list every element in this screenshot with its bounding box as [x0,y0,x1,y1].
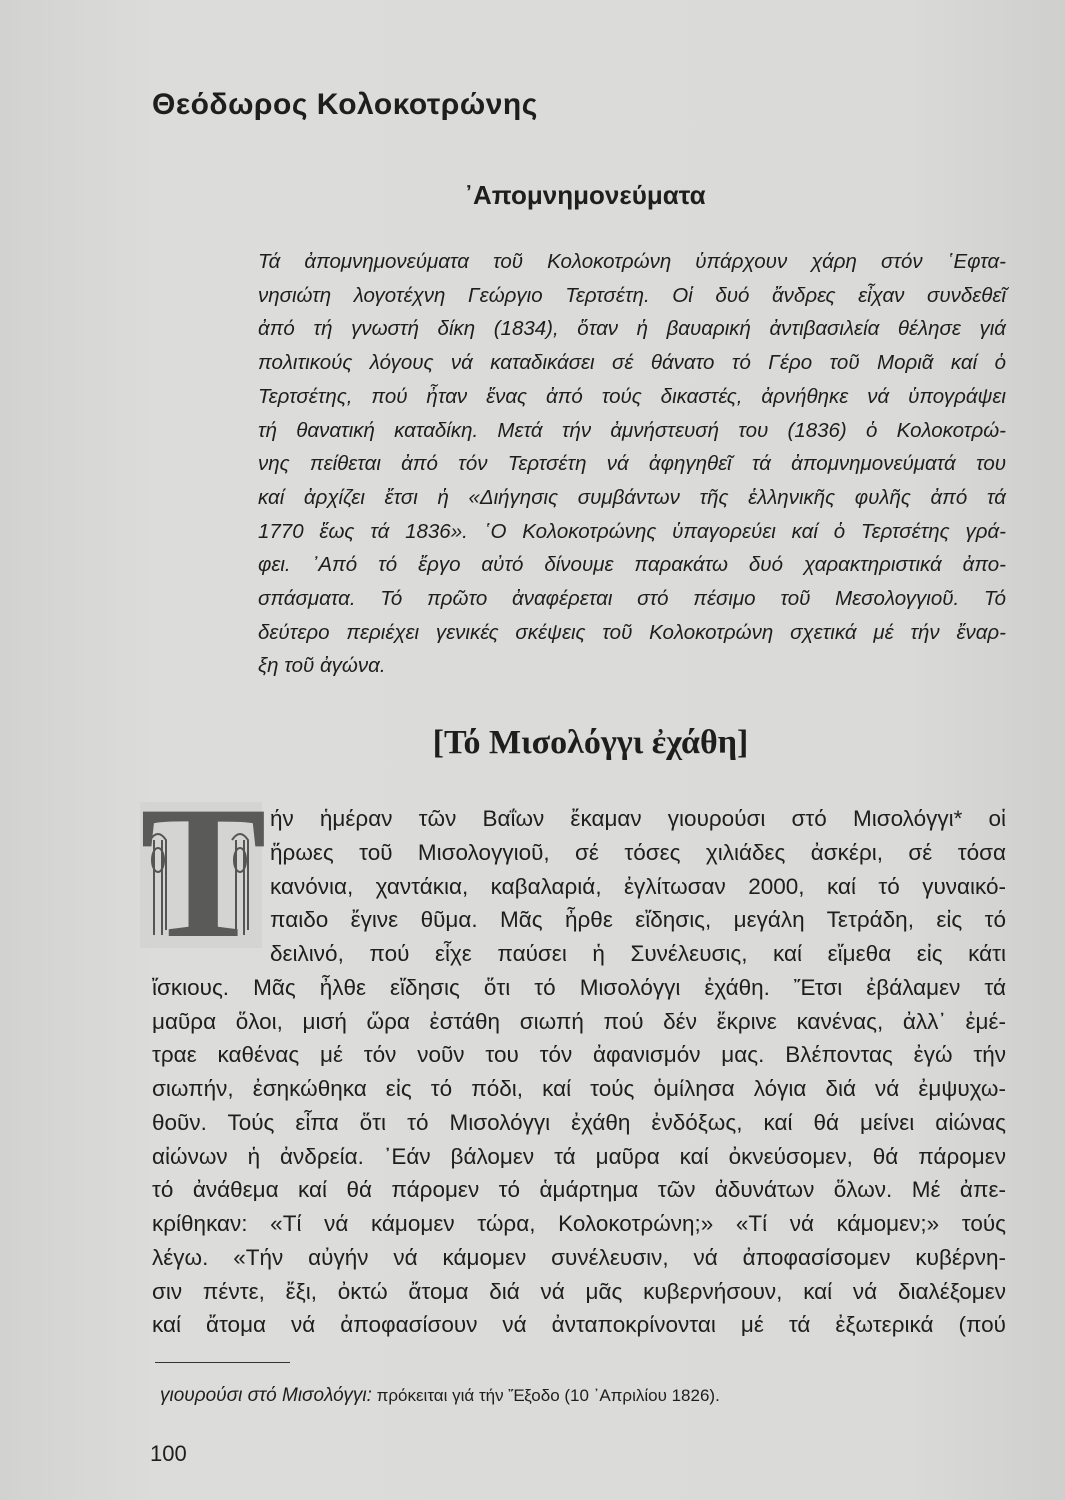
footnote-term: γιουρούσι στό Μισολόγγι: [160,1385,372,1406]
body-line: θοῦν. Τούς εἶπα ὅτι τό Μισολόγγι ἐχάθη ἐνδόξως, καί θά μείνει αἰώνας [152,1109,1006,1135]
intro-line: νησιώτη λογοτέχνη Γεώργιο Τερτσέτη. Οἱ δυό ἄνδρες εἶχαν συνδεθεῖ [258,283,1006,307]
footnote [160,1385,720,1407]
intro-line: φει. ᾿Από τό ἔργο αὐτό δίνουμε παρακάτω δυό χαρακτηριστικά ἀπο- [258,553,1006,577]
body-line: μαῦρα ὅλοι, μισή ὥρα ἐστάθη σιωπή πού δέν ἔκρινε κανένας, ἀλλ᾿ ἐμέ- [152,1008,1006,1034]
author-heading: Θεόδωρος Κολοκοτρώνης [152,88,538,121]
body-line: τραε καθένας μέ τόν νοῦν του τόν ἀφανισμόν μας. Βλέποντας ἐγώ τήν [152,1042,1006,1068]
body-line: λέγω. «Τήν αὐγήν νά κάμομεν συνέλευσιν, νά ἀποφασίσομεν κυβέρνη- [152,1244,1006,1270]
intro-line: νης πείθεται ἀπό τόν Τερτσέτη νά ἀφηγηθεῖ τά ἀπομνημονεύματά του [258,452,1006,476]
footnote-text: πρόκειται γιά τήν Ἔξοδο (10 ᾿Απριλίου 1826). [376,1386,720,1405]
ornamental-drop-cap [140,768,267,978]
body-line: σιν πέντε, ἔξι, ὀκτώ ἄτομα διά νά μᾶς κυβερνήσουν, καί νά διαλέξομεν [152,1278,1006,1304]
section-title: [Τό Μισολόγγι ἐχάθη] [432,724,749,761]
intro-line: Τά ἀπομνημονεύματα τοῦ Κολοκοτρώνη ὑπάρχουν χάρη στόν ῾Εφτα- [258,250,1006,273]
body-line: κρίθηκαν: «Τί νά κάμομεν τώρα, Κολοκοτρώνη;» «Τί νά κάμομεν;» τούς [152,1211,1006,1236]
intro-line: δεύτερο περιέχει γενικές σκέψεις τοῦ Κολοκοτρώνη σχετικά μέ τήν ἔναρ- [258,620,1006,644]
work-title: ᾿Απομνημονεύματα [464,180,706,210]
body-line: ήν ἡμέραν τῶν Βαΐων ἔκαμαν γιουρούσι στό Μισολόγγι* οἱ [270,806,1006,831]
body-line: δειλινό, πού εἶχε παύσει ἡ Συνέλευσις, καί εἴμεθα εἰς κάτι [270,941,1006,966]
body-line: κανόνια, χαντάκια, καβαλαριά, ἐγλίτωσαν 2000, καί τό γυναικό- [270,873,1006,899]
body-line: αἰώνων ἡ ἀνδρεία. ᾿Εάν βάλομεν τά μαῦρα καί ὀκνεύσομεν, θά πάρομεν [152,1143,1006,1169]
intro-line: πολιτικούς λόγους νά καταδικάσει σέ θάνατο τό Γέρο τοῦ Μοριᾶ καί ὁ [258,351,1006,375]
drop-cap-letter: T [140,768,267,978]
page-number: 100 [150,1441,187,1466]
intro-line: σπάσματα. Τό πρῶτο ἀναφέρεται στό πέσιμο τοῦ Μεσολογγιοῦ. Τό [258,587,1006,610]
body-line: ἥρωες τοῦ Μισολογγιοῦ, σέ τόσες χιλιάδες ἀσκέρι, σέ τόσα [270,839,1006,865]
intro-line: τή θανατική καταδίκη. Μετά τήν ἀμνήστευσή του (1836) ὁ Κολοκοτρώ- [258,418,1006,442]
footnote-divider [155,1362,290,1363]
intro-line: Τερτσέτης, πού ἦταν ἕνας ἀπό τούς δικαστές, ἀρνήθηκε νά ὑπογράψει [258,384,1006,408]
body-line: ἴσκιους. Μᾶς ἦλθε εἴδησις ὅτι τό Μισολόγγι ἐχάθη. Ἔτσι ἐβάλαμεν τά [152,974,1006,1000]
intro-line: 1770 ἕως τά 1836». ῾Ο Κολοκοτρώνης ὑπαγορεύει καί ὁ Τερτσέτης γρά- [258,519,1006,543]
body-line: παιδο ἔγινε θῦμα. Μᾶς ἦρθε εἴδησις, μεγάλη Τετράδη, εἰς τό [270,907,1006,933]
intro-line: ἀπό τή γνωστή δίκη (1834), ὅταν ἡ βαυαρική ἀντιβασιλεία θέλησε γιά [258,317,1006,341]
body-line: σιωπήν, ἐσηκώθηκα εἰς τό πόδι, καί τούς ὁμίλησα λόγια διά νά ἐμψυχω- [152,1076,1006,1101]
body-line: τό ἀνάθεμα καί θά πάρομεν τό ἁμάρτημα τῶν ἀδυνάτων ὅλων. Μέ ἀπε- [152,1177,1006,1203]
body-line: καί ἄτομα νά ἀποφασίσουν νά ἀνταποκρίνονται μέ τά ἐξωτερικά (πού [152,1312,1006,1338]
intro-line: καί ἀρχίζει ἔτσι ἡ «Διήγησις συμβάντων τῆς ἑλληνικῆς φυλῆς ἀπό τά [258,485,1006,509]
intro-line: ξη τοῦ ἀγώνα. [258,654,386,678]
